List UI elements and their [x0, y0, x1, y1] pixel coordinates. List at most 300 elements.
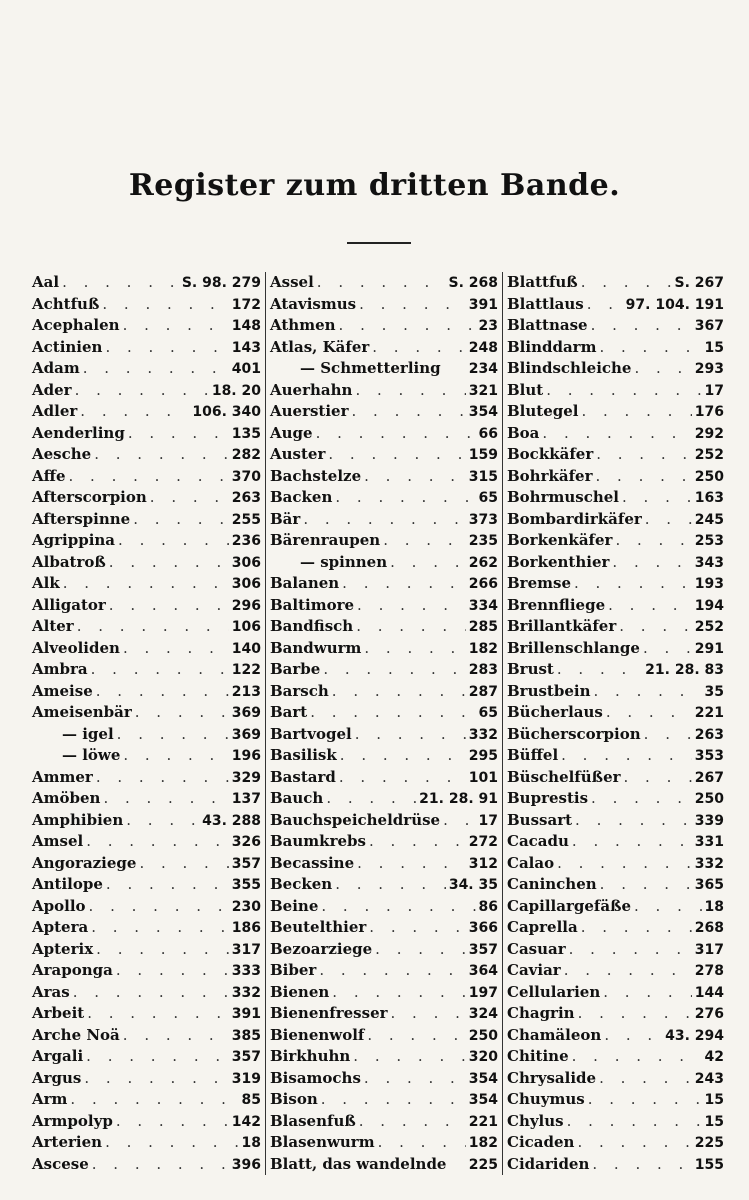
leader-dots — [588, 1089, 702, 1111]
entry-term: Bienen — [270, 982, 330, 1001]
index-entry — [32, 272, 261, 294]
leader-dots — [323, 659, 465, 681]
index-entry — [32, 1025, 261, 1047]
entry-page: 320 — [468, 1049, 498, 1065]
entry-page: 391 — [468, 296, 498, 313]
index-entry — [270, 616, 498, 638]
leader-dots — [335, 874, 446, 896]
index-entry — [32, 1089, 261, 1111]
entry-term: Barbe — [270, 660, 321, 678]
leader-dots — [364, 1068, 466, 1090]
entry-page: 43. 288 — [202, 812, 261, 829]
leader-dots — [575, 810, 692, 832]
entry-page: 17 — [704, 382, 724, 399]
index-entry — [507, 358, 724, 380]
index-entry — [270, 853, 498, 875]
entry-page: 243 — [694, 1070, 724, 1087]
entry-term: Auge — [270, 423, 313, 442]
leader-dots — [118, 530, 229, 552]
entry-page: 268 — [694, 920, 724, 936]
index-entry — [507, 487, 724, 509]
entry-term: Buprestis — [507, 789, 589, 807]
entry-term: Acephalen — [32, 316, 120, 334]
entry-term: Atlas, Käfer — [270, 337, 370, 356]
index-entry — [270, 638, 498, 660]
leader-dots — [619, 616, 692, 638]
entry-term: Aptera — [32, 918, 89, 936]
index-entry — [507, 659, 724, 681]
entry-page: 163 — [694, 490, 724, 506]
entry-term: Bauch — [270, 789, 324, 807]
entry-page: 106 — [231, 619, 261, 635]
leader-dots — [599, 337, 701, 359]
entry-term: Cacadu — [507, 832, 569, 850]
entry-term: Auster — [270, 445, 326, 463]
entry-page: 285 — [468, 619, 498, 635]
index-entry — [270, 659, 498, 681]
leader-dots — [606, 702, 692, 724]
index-entry — [32, 487, 261, 509]
entry-term: Bartvogel — [270, 724, 352, 743]
index-entry — [32, 552, 261, 574]
index-entry — [32, 659, 261, 681]
entry-page: 101 — [468, 769, 498, 786]
leader-dots — [105, 1132, 238, 1154]
leader-dots — [75, 380, 209, 402]
leader-dots — [73, 982, 229, 1004]
entry-term: Alk — [32, 574, 60, 592]
leader-dots — [355, 380, 465, 402]
leader-dots — [375, 939, 466, 961]
index-entry — [32, 896, 261, 918]
entry-term: Boa — [507, 423, 540, 442]
entry-term: Bohrmuschel — [507, 488, 619, 506]
index-entry — [507, 573, 724, 595]
entry-page: 250 — [468, 1027, 498, 1044]
leader-dots — [357, 853, 466, 875]
entry-page: 15 — [704, 339, 724, 356]
index-entry — [32, 1154, 261, 1176]
entry-page: 23 — [478, 318, 498, 334]
index-entry — [32, 1132, 261, 1154]
index-entry — [507, 423, 724, 445]
leader-dots — [328, 444, 465, 466]
index-entry — [32, 702, 261, 724]
entry-page: 43. 294 — [665, 1027, 724, 1044]
entry-term: Aras — [32, 982, 70, 1001]
leader-dots — [599, 1068, 692, 1090]
entry-term: — spinnen — [300, 552, 388, 571]
entry-page: 221 — [468, 1113, 498, 1130]
entry-page: 357 — [231, 1049, 261, 1065]
index-entry — [507, 1132, 724, 1154]
leader-dots — [86, 1046, 229, 1068]
leader-dots — [335, 487, 475, 509]
entry-term: Brust — [507, 660, 554, 678]
entry-page: 253 — [694, 533, 724, 549]
leader-dots — [326, 788, 416, 810]
entry-page: 18 — [704, 898, 724, 915]
entry-term: Balanen — [270, 574, 340, 592]
entry-page: 137 — [231, 791, 261, 807]
leader-dots — [116, 1111, 229, 1133]
entry-page: S. 267 — [674, 275, 724, 291]
index-entry — [32, 294, 261, 316]
leader-dots — [542, 423, 691, 445]
entry-term: Becken — [270, 875, 333, 893]
index-entry — [507, 1025, 724, 1047]
index-entry — [270, 380, 498, 402]
entry-page: 355 — [231, 877, 261, 893]
index-entry — [270, 509, 498, 531]
entry-term: Amphibien — [32, 810, 124, 829]
index-entry — [270, 810, 498, 832]
index-entry — [270, 1089, 498, 1111]
leader-dots — [577, 1132, 691, 1154]
entry-term: Bandfisch — [270, 617, 354, 635]
index-entry — [507, 896, 724, 918]
entry-page: 391 — [231, 1006, 261, 1022]
entry-page: 245 — [694, 511, 724, 528]
entry-page: 357 — [231, 855, 261, 872]
entry-term: Blattnase — [507, 316, 588, 334]
entry-term: Bisamochs — [270, 1068, 361, 1087]
leader-dots — [367, 1025, 465, 1047]
leader-dots — [569, 939, 692, 961]
index-entry — [270, 831, 498, 853]
entry-page: 66 — [478, 425, 498, 442]
index-entry — [270, 358, 498, 380]
leader-dots — [128, 423, 229, 445]
leader-dots — [572, 831, 692, 853]
entry-page: 144 — [694, 984, 724, 1001]
leader-dots — [109, 595, 229, 617]
index-entry — [32, 767, 261, 789]
index-entry — [32, 638, 261, 660]
index-entry — [507, 380, 724, 402]
leader-dots — [591, 788, 692, 810]
index-entry — [32, 681, 261, 703]
entry-page: 106. 340 — [192, 404, 261, 420]
leader-dots — [383, 530, 466, 552]
leader-dots — [594, 681, 702, 703]
index-entry — [507, 767, 724, 789]
leader-dots — [581, 401, 691, 423]
index-entry — [270, 487, 498, 509]
leader-dots — [615, 530, 691, 552]
leader-dots — [600, 874, 692, 896]
entry-page: 295 — [468, 748, 498, 764]
entry-page: 197 — [468, 984, 498, 1001]
index-entry — [32, 724, 261, 746]
leader-dots — [102, 294, 228, 316]
index-entry — [270, 917, 498, 939]
leader-dots — [557, 853, 692, 875]
leader-dots — [106, 874, 229, 896]
entry-term: Albatroß — [32, 552, 106, 571]
leader-dots — [80, 401, 189, 423]
leader-dots — [135, 702, 229, 724]
leader-dots — [150, 487, 229, 509]
leader-dots — [561, 745, 692, 767]
leader-dots — [316, 423, 476, 445]
index-entry — [507, 831, 724, 853]
leader-dots — [133, 509, 229, 531]
entry-page: 357 — [468, 941, 498, 958]
entry-page: 42 — [704, 1049, 724, 1065]
index-entry — [32, 831, 261, 853]
leader-dots — [310, 702, 475, 724]
register-columns — [28, 272, 728, 1175]
entry-term: Cicaden — [507, 1133, 575, 1151]
entry-page: 321 — [468, 382, 498, 399]
leader-dots — [390, 552, 466, 574]
entry-term: Backen — [270, 488, 333, 506]
leader-dots — [70, 1089, 238, 1111]
entry-page: 172 — [231, 296, 261, 313]
leader-dots — [103, 788, 228, 810]
entry-page: 21. 28. 91 — [419, 791, 498, 807]
leader-dots — [572, 1046, 702, 1068]
entry-term: Adler — [32, 402, 78, 420]
entry-page: 263 — [231, 490, 261, 506]
index-entry — [32, 1003, 261, 1025]
entry-term: Caninchen — [507, 875, 597, 893]
entry-page: 262 — [468, 554, 498, 571]
index-entry — [32, 1068, 261, 1090]
leader-dots — [352, 401, 466, 423]
entry-page: 332 — [231, 984, 261, 1001]
index-entry — [507, 810, 724, 832]
leader-dots — [634, 358, 691, 380]
index-entry — [507, 1068, 724, 1090]
entry-page: 122 — [231, 662, 261, 678]
leader-dots — [643, 638, 692, 660]
entry-term: Bombardirkäfer — [507, 509, 642, 528]
entry-page: S. 268 — [448, 275, 498, 291]
entry-page: 373 — [468, 511, 498, 528]
entry-term: Capillargefäße — [507, 896, 632, 915]
leader-dots — [126, 810, 199, 832]
index-entry — [32, 380, 261, 402]
leader-dots — [557, 659, 642, 681]
index-entry — [270, 401, 498, 423]
entry-page: 354 — [468, 404, 498, 420]
entry-term: Antilope — [32, 875, 103, 893]
entry-page: 319 — [231, 1070, 261, 1087]
entry-page: 343 — [694, 554, 724, 571]
index-entry — [507, 1046, 724, 1068]
leader-dots — [622, 487, 692, 509]
index-entry — [32, 401, 261, 423]
index-entry — [507, 788, 724, 810]
leader-dots — [596, 466, 692, 488]
leader-dots — [123, 315, 229, 337]
index-entry — [507, 530, 724, 552]
entry-term: Assel — [270, 273, 314, 291]
entry-page: 17 — [478, 812, 498, 829]
entry-page: 272 — [468, 834, 498, 850]
entry-term: Chrysalide — [507, 1068, 597, 1087]
entry-page: 194 — [694, 597, 724, 614]
index-entry — [270, 1046, 498, 1068]
leader-dots — [96, 681, 229, 703]
index-entry — [32, 595, 261, 617]
index-entry — [32, 530, 261, 552]
entry-page: 250 — [694, 468, 724, 485]
entry-page: 366 — [468, 920, 498, 936]
leader-dots — [587, 294, 623, 316]
leader-dots — [546, 380, 701, 402]
index-column-3 — [502, 272, 728, 1175]
entry-page: 250 — [694, 791, 724, 807]
entry-page: 369 — [231, 726, 261, 743]
index-entry — [270, 681, 498, 703]
entry-page: 155 — [694, 1156, 724, 1173]
entry-term: Agrippina — [32, 531, 116, 549]
entry-term: Amsel — [32, 832, 84, 850]
leader-dots — [94, 444, 229, 466]
entry-term: Auerstier — [270, 402, 349, 420]
entry-term: Caviar — [507, 961, 561, 979]
entry-term: Bienenwolf — [270, 1025, 365, 1044]
entry-term: Brillenschlange — [507, 638, 640, 657]
entry-page: 266 — [468, 576, 498, 592]
index-entry — [32, 315, 261, 337]
entry-page: 317 — [694, 941, 724, 958]
entry-page: 339 — [694, 812, 724, 829]
entry-page: 97. 104. 191 — [625, 296, 724, 313]
leader-dots — [123, 638, 229, 660]
leader-dots — [116, 960, 229, 982]
entry-page: 21. 28. 83 — [645, 662, 724, 678]
leader-dots — [574, 573, 692, 595]
leader-dots — [578, 1003, 692, 1025]
entry-term: Büffel — [507, 746, 559, 764]
index-entry — [507, 1003, 724, 1025]
entry-page: 142 — [231, 1113, 261, 1130]
entry-page: 276 — [694, 1006, 724, 1022]
entry-term: Auerhahn — [270, 380, 353, 399]
entry-term: Affe — [32, 466, 66, 485]
leader-dots — [604, 1025, 662, 1047]
leader-dots — [359, 294, 466, 316]
entry-page: 324 — [468, 1006, 498, 1022]
leader-dots — [332, 681, 466, 703]
entry-page: 282 — [231, 447, 261, 463]
entry-term: Aal — [32, 273, 60, 291]
index-entry — [507, 466, 724, 488]
entry-term: Ameisenbär — [32, 703, 132, 721]
entry-term: Arche Noä — [32, 1025, 120, 1044]
entry-page: 354 — [468, 1070, 498, 1087]
entry-term: Alveoliden — [32, 638, 120, 657]
index-entry — [507, 745, 724, 767]
entry-term: Alligator — [32, 595, 106, 614]
index-entry — [32, 616, 261, 638]
leader-dots — [364, 466, 466, 488]
leader-dots — [592, 1154, 691, 1176]
leader-dots — [69, 466, 229, 488]
leader-dots — [357, 595, 466, 617]
entry-page: 193 — [694, 576, 724, 592]
index-entry — [507, 401, 724, 423]
index-entry — [32, 423, 261, 445]
entry-page: 315 — [468, 468, 498, 485]
leader-dots — [644, 724, 692, 746]
index-entry — [507, 724, 724, 746]
leader-dots — [87, 1003, 229, 1025]
entry-term: Büschelfüßer — [507, 767, 621, 786]
entry-page: 235 — [468, 533, 498, 549]
entry-page: 230 — [231, 898, 261, 915]
entry-term: Chuymus — [507, 1090, 585, 1108]
index-entry — [507, 1154, 724, 1176]
entry-page: 18. 20 — [211, 382, 261, 399]
index-entry — [270, 1154, 498, 1176]
index-entry — [32, 509, 261, 531]
entry-term: Chylus — [507, 1111, 564, 1130]
index-entry — [270, 745, 498, 767]
entry-term: Araponga — [32, 961, 113, 979]
entry-term: Aenderling — [32, 423, 125, 442]
index-entry — [270, 874, 498, 896]
index-entry — [32, 444, 261, 466]
entry-page: 287 — [468, 683, 498, 700]
index-column-1 — [28, 272, 265, 1175]
entry-term: Blattfuß — [507, 273, 578, 291]
entry-term: Chamäleon — [507, 1025, 602, 1044]
index-entry — [32, 358, 261, 380]
leader-dots — [624, 767, 692, 789]
index-entry — [507, 917, 724, 939]
entry-term: Argali — [32, 1047, 84, 1065]
entry-term: Apollo — [32, 896, 86, 915]
entry-term: Bremse — [507, 574, 571, 592]
index-entry — [270, 939, 498, 961]
index-entry — [270, 444, 498, 466]
entry-page: 329 — [231, 769, 261, 786]
entry-page: 267 — [694, 769, 724, 786]
entry-page: 353 — [694, 748, 724, 764]
entry-term: Blinddarm — [507, 337, 597, 356]
entry-term: Basilisk — [270, 746, 337, 764]
entry-page: 85 — [241, 1092, 261, 1108]
entry-term: Argus — [32, 1068, 82, 1087]
index-entry — [507, 444, 724, 466]
entry-term: Blutegel — [507, 402, 579, 420]
entry-term: Aesche — [32, 445, 92, 463]
entry-term: Bienenfresser — [270, 1004, 388, 1022]
index-entry — [32, 960, 261, 982]
leader-dots — [109, 552, 229, 574]
leader-dots — [139, 853, 228, 875]
leader-dots — [321, 896, 475, 918]
entry-page: 354 — [468, 1092, 498, 1108]
entry-term: Blindschleiche — [507, 359, 632, 377]
entry-page: 291 — [694, 640, 724, 657]
leader-dots — [91, 917, 229, 939]
leader-dots — [634, 896, 702, 918]
index-entry — [270, 552, 498, 574]
entry-page: 34. 35 — [448, 877, 498, 893]
index-entry — [507, 294, 724, 316]
entry-term: Barsch — [270, 681, 329, 700]
leader-dots — [339, 767, 466, 789]
entry-term: Arterien — [32, 1133, 103, 1151]
index-entry — [270, 1025, 498, 1047]
entry-page: 252 — [694, 619, 724, 635]
